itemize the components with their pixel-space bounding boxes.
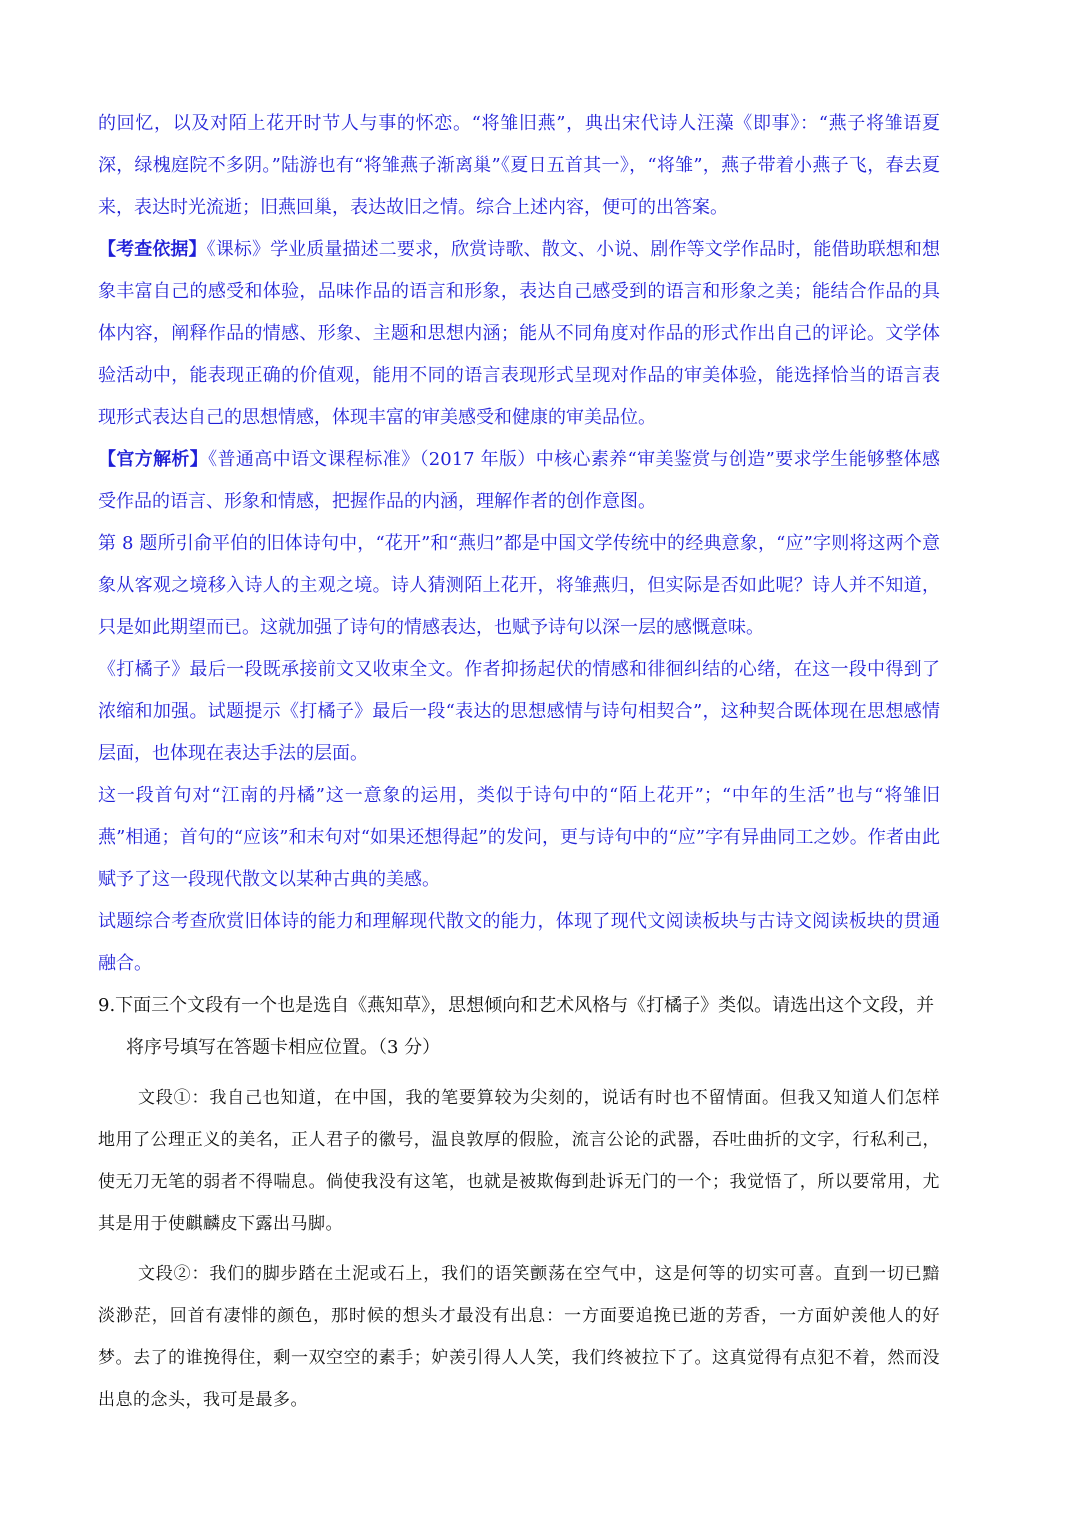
analysis-paragraph-jiangnan: 这一段首句对“江南的丹橘”这一意象的运用，类似于诗句中的“陌上花开”；“中年的生活”也与“将雏旧燕”相通；首句的“应该”和末句对“如果还想得起”的发问，更与诗句中的“应”字有异曲同工之妙。作者由此赋予了这一段现代散文以某种古典的美感。 [98, 785, 940, 890]
analysis-paragraph-dajuzi: 《打橘子》最后一段既承接前文又收束全文。作者抑扬起伏的情感和徘徊纠结的心绪，在这一段中得到了浓缩和加强。试题提示《打橘子》最后一段“表达的思想感情与诗句相契合”，这种契合既体现在思想感情层面，也体现在表达手法的层面。 [98, 659, 940, 764]
analysis-paragraph-basis [98, 229, 940, 439]
official-tag: 【官方解析】 [98, 449, 209, 470]
question-9: 9.下面三个文段有一个也是选自《燕知草》，思想倾向和艺术风格与《打橘子》类似。请选出这个文段，并将序号填写在答题卡相应位置。（3 分） [98, 995, 935, 1058]
analysis-paragraph-memory: 的回忆，以及对陌上花开时节人与事的怀恋。“将雏旧燕”，典出宋代诗人汪藻《即事》：“燕子将雏语夏深，绿槐庭院不多阴。”陆游也有“将雏燕子渐离巢”《夏日五首其一》，“将雏”，燕子带着小燕子飞，春去夏来，表达时光流逝；旧燕回巢，表达故旧之情。综合上述内容，便可的出答案。 [98, 113, 940, 218]
analysis-paragraph-summary: 试题综合考查欣赏旧体诗的能力和理解现代散文的能力，体现了现代文阅读板块与古诗文阅读板块的贯通融合。 [98, 911, 940, 974]
excerpt-1: 文段①：我自己也知道，在中国，我的笔要算较为尖刻的，说话有时也不留情面。但我又知道人们怎样地用了公理正义的美名，正人君子的徽号，温良敦厚的假脸，流言公论的武器，吞吐曲折的文字，行私利己，使无刀无笔的弱者不得喘息。倘使我没有这笔，也就是被欺侮到赴诉无门的一个；我觉悟了，所以要常用，尤其是用于使麒麟皮下露出马脚。 [98, 1088, 940, 1234]
basis-tag: 【考查依据】 [98, 239, 207, 260]
basis-text: 《课标》学业质量描述二要求，欣赏诗歌、散文、小说、剧作等文学作品时，能借助联想和想象丰富自己的感受和体验，品味作品的语言和形象，表达自己感受到的语言和形象之美；能结合作品的具体内容，阐释作品的情感、形象、主题和思想内涵；能从不同角度对作品的形式作出自己的评论。文学体验活动中，能表现正确的价值观，能用不同的语言表现形式呈现对作品的审美体验，能选择恰当的语言表现形式表达自己的思想情感，体现丰富的审美感受和健康的审美品位。 [98, 239, 940, 428]
analysis-paragraph-q8: 第 8 题所引俞平伯的旧体诗句中，“花开”和“燕归”都是中国文学传统中的经典意象，“应”字则将这两个意象从客观之境移入诗人的主观之境。诗人猜测陌上花开，将雏燕归，但实际是否如此呢？诗人并不知道，只是如此期望而已。这就加强了诗句的情感表达，也赋予诗句以深一层的感慨意味。 [98, 533, 940, 638]
analysis-paragraph-official [98, 439, 940, 523]
official-text: 《普通高中语文课程标准》（2017 年版）中核心素养“审美鉴赏与创造”要求学生能够整体感受作品的语言、形象和情感，把握作品的内涵，理解作者的创作意图。 [98, 449, 941, 512]
excerpt-2: 文段②：我们的脚步踏在土泥或石上，我们的语笑颤荡在空气中，这是何等的切实可喜。直到一切已黯淡渺茫，回首有凄悱的颜色，那时候的想头才最没有出息：一方面要追挽已逝的芳香，一方面妒羡他人的好梦。去了的谁挽得住，剩一双空空的素手；妒羡引得人人笑，我们终被拉下了。这真觉得有点犯不着，然而没出息的念头，我可是最多。 [98, 1264, 940, 1410]
